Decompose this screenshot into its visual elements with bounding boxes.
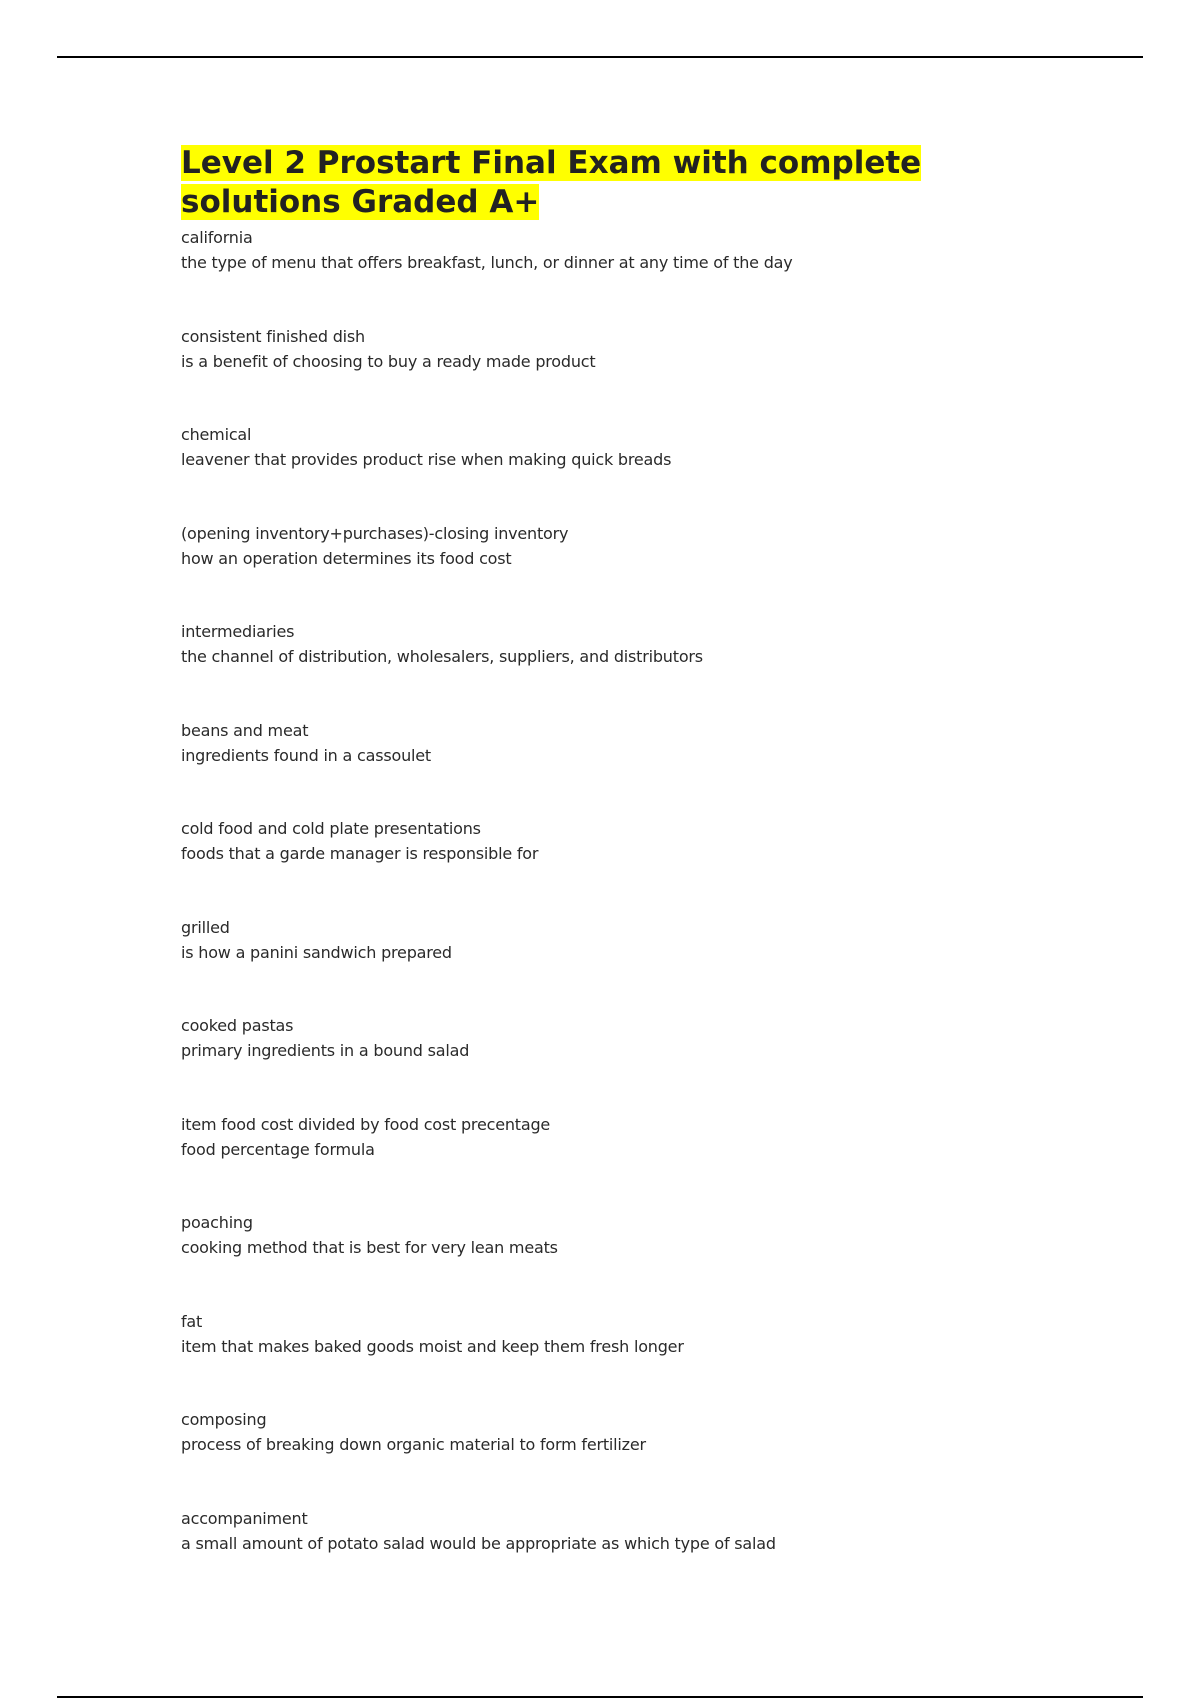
top-rule [57,56,1143,58]
qa-definition: item that makes baked goods moist and keep them fresh longer [181,1336,684,1356]
qa-term: accompaniment [181,1508,308,1528]
qa-item [181,816,1081,915]
bottom-rule [57,1696,1143,1698]
document-body [181,144,1081,1604]
qa-list [181,225,1081,1604]
qa-item [181,1506,1081,1605]
qa-term: (opening inventory+purchases)-closing inventory [181,523,569,543]
qa-item [181,915,1081,1014]
qa-definition: is a benefit of choosing to buy a ready made product [181,351,596,371]
qa-term: item food cost divided by food cost precentage [181,1114,551,1134]
qa-definition: is how a panini sandwich prepared [181,942,452,962]
qa-term: cooked pastas [181,1016,294,1035]
qa-term: fat [181,1311,203,1331]
qa-item [181,324,1081,423]
qa-definition: foods that a garde manager is responsible for [181,844,539,863]
qa-item [181,1407,1081,1506]
qa-term: grilled [181,917,230,937]
document-title-text: Level 2 Prostart Final Exam with complete solutions Graded A+ [181,145,922,220]
qa-item [181,718,1081,817]
qa-definition: process of breaking down organic material to form fertilizer [181,1435,646,1454]
qa-definition: leavener that provides product rise when making quick breads [181,450,672,469]
qa-definition: the channel of distribution, wholesalers, suppliers, and distributors [181,647,703,666]
qa-definition: food percentage formula [181,1139,375,1159]
qa-definition: how an operation determines its food cost [181,548,512,568]
qa-item [181,521,1081,620]
qa-definition: the type of menu that offers breakfast, lunch, or dinner at any time of the day [181,253,793,272]
qa-term: california [181,228,253,247]
qa-definition: cooking method that is best for very lean meats [181,1238,558,1257]
qa-term: cold food and cold plate presentations [181,819,481,838]
qa-term: chemical [181,425,252,444]
qa-item [181,619,1081,718]
qa-definition: primary ingredients in a bound salad [181,1041,470,1060]
qa-item [181,1210,1081,1309]
qa-term: beans and meat [181,720,309,740]
qa-term: poaching [181,1213,253,1232]
qa-item [181,422,1081,521]
qa-item [181,1309,1081,1408]
qa-item [181,225,1081,324]
document-title [181,144,1081,222]
qa-definition: a small amount of potato salad would be appropriate as which type of salad [181,1533,776,1553]
qa-item [181,1013,1081,1112]
qa-term: consistent finished dish [181,326,365,346]
qa-definition: ingredients found in a cassoulet [181,745,431,765]
qa-item [181,1112,1081,1211]
qa-term: intermediaries [181,622,295,641]
qa-term: composing [181,1410,267,1429]
